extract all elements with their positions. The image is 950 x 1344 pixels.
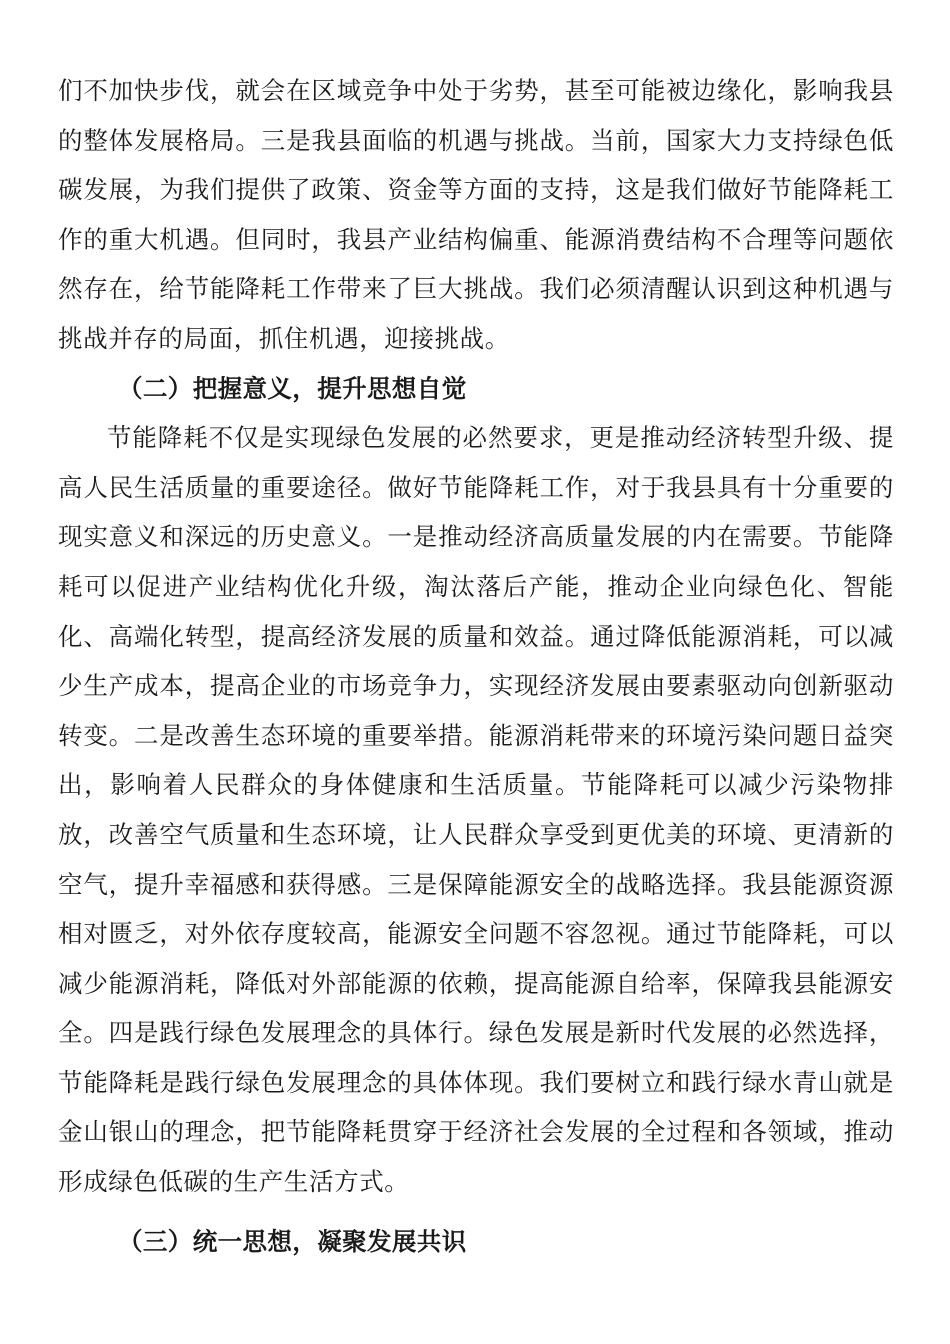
- paragraph-continuation: 们不加快步伐，就会在区域竞争中处于劣势，甚至可能被边缘化，影响我县的整体发展格局。三是我县面临的机遇与挑战。当前，国家大力支持绿色低碳发展，为我们提供了政策、资金等方面的支持，这是我们做好节能降耗工作的重大机遇。但同时，我县产业结构偏重、能源消费结构不合理等问题依然存在，给节能降耗工作带来了巨大挑战。我们必须清醒认识到这种机遇与挑战并存的局面，抓住机遇，迎接挑战。: [58, 76, 894, 353]
- section-heading-3: （三）统一思想，凝聚发展共识: [118, 1226, 467, 1256]
- section-heading-2: （二）把握意义，提升思想自觉: [118, 373, 467, 403]
- paragraph-significance: 节能降耗不仅是实现绿色发展的必然要求，更是推动经济转型升级、提高人民生活质量的重要途径。做好节能降耗工作，对于我县具有十分重要的现实意义和深远的历史意义。一是推动经济高质量发展的内在需要。节能降耗可以促进产业结构优化升级，淘汰落后产能，推动企业向绿色化、智能化、高端化转型，提高经济发展的质量和效益。通过降低能源消耗，可以减少生产成本，提高企业的市场竞争力，实现经济发展由要素驱动向创新驱动转变。二是改善生态环境的重要举措。能源消耗带来的环境污染问题日益突出，影响着人民群众的身体健康和生活质量。节能降耗可以减少污染物排放，改善空气质量和生态环境，让人民群众享受到更优美的环境、更清新的空气，提升幸福感和获得感。三是保障能源安全的战略选择。我县能源资源相对匮乏，对外依存度较高，能源安全问题不容忽视。通过节能降耗，可以减少能源消耗，降低对外部能源的依赖，提高能源自给率，保障我县能源安全。四是践行绿色发展理念的具体行。绿色发展是新时代发展的必然选择，节能降耗是践行绿色发展理念的具体体现。我们要树立和践行绿水青山就是金山银山的理念，把节能降耗贯穿于经济社会发展的全过程和各领域，推动形成绿色低碳的生产生活方式。: [58, 423, 894, 1197]
- document-body: [58, 66, 894, 1266]
